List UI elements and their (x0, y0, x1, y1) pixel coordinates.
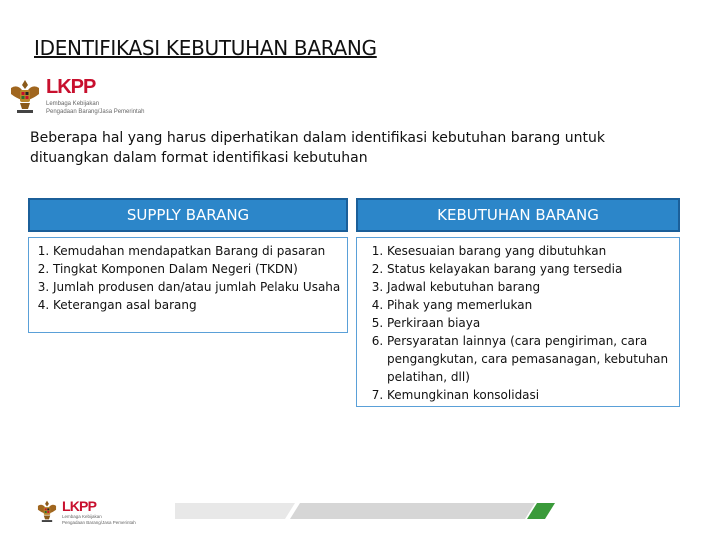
kebutuhan-list (357, 238, 679, 404)
list-item: 2. Tingkat Komponen Dalam Negeri (TKDN) (53, 260, 341, 278)
slide-title: IDENTIFIKASI KEBUTUHAN BARANG (34, 36, 377, 60)
list-item: 6. Persyaratan lainnya (cara pengiriman, cara pengangkutan, cara pemasanagan, kebutuhan pelatihan, dll) (387, 332, 673, 386)
supply-list (29, 238, 347, 314)
list-item: 3. Jadwal kebutuhan barang (387, 278, 673, 296)
list-item: 1. Kesesuaian barang yang dibutuhkan (387, 242, 673, 260)
footer-subtitle-line2: Pengadaan Barang/Jasa Pemerintah (62, 520, 136, 525)
list-item: 7. Kemungkinan konsolidasi (387, 386, 673, 404)
garuda-emblem-icon (8, 76, 42, 116)
lkpp-brand-footer (62, 498, 96, 514)
kebutuhan-header: KEBUTUHAN BARANG (356, 198, 680, 232)
footer-decorative-bar (175, 501, 555, 521)
lkpp-brand-text: LKPP (46, 76, 96, 98)
kebutuhan-list-box (356, 237, 680, 407)
garuda-emblem-icon (36, 496, 58, 526)
list-item: 4. Keterangan asal barang (53, 296, 341, 314)
footer-subtitle-line1: Lembaga Kebijakan (62, 514, 102, 519)
lkpp-logo-footer (36, 494, 176, 530)
list-item: 2. Status kelayakan barang yang tersedia (387, 260, 673, 278)
list-item: 4. Pihak yang memerlukan (387, 296, 673, 314)
lkpp-brand (46, 76, 95, 99)
list-item: 1. Kemudahan mendapatkan Barang di pasaran (53, 242, 341, 260)
logo-subtitle-line1: Lembaga Kebijakan (46, 101, 100, 107)
supply-header: SUPPLY BARANG (28, 198, 348, 232)
intro-paragraph: Beberapa hal yang harus diperhatikan dalam identifikasi kebutuhan barang untuk dituangkan dalam format identifikasi kebutuhan (30, 130, 605, 166)
supply-list-box (28, 237, 348, 333)
list-item: 5. Perkiraan biaya (387, 314, 673, 332)
lkpp-logo (8, 74, 168, 122)
lkpp-brand-footer-text: LKPP (62, 498, 97, 514)
logo-subtitle-line2: Pengadaan Barang/Jasa Pemerintah (46, 109, 145, 115)
list-item: 3. Jumlah produsen dan/atau jumlah Pelaku Usaha (53, 278, 341, 296)
